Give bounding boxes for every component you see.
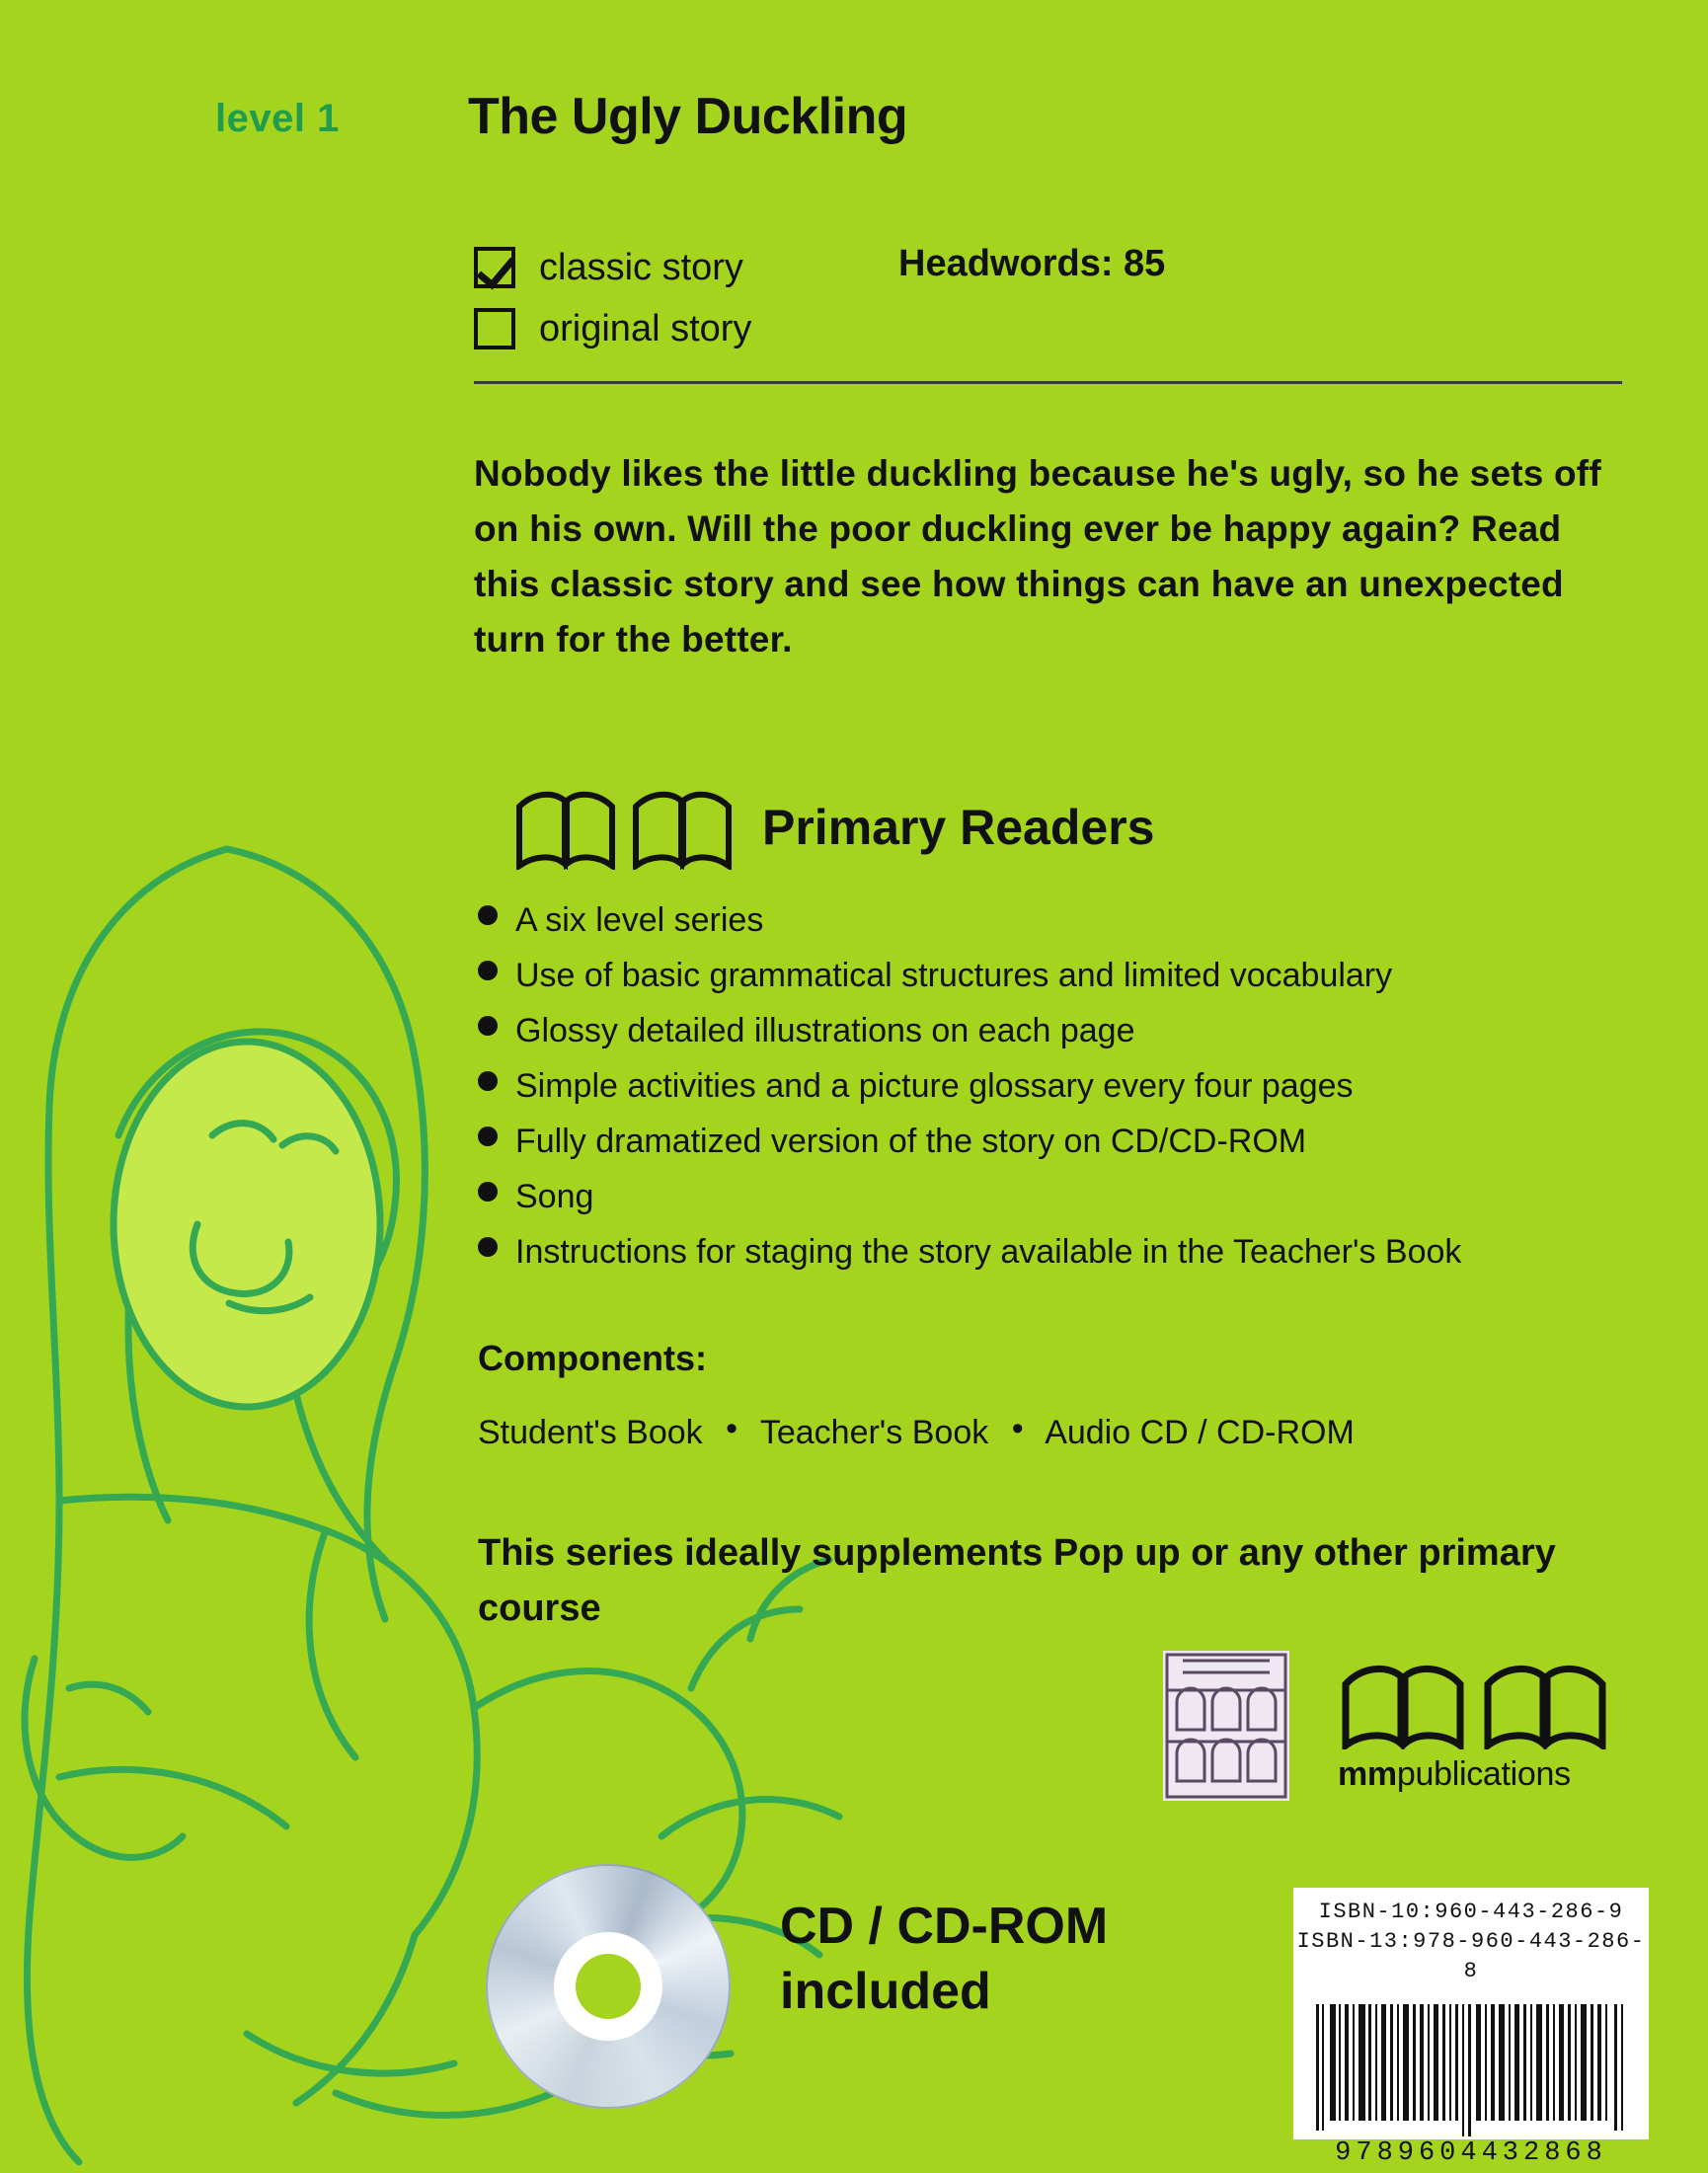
checkbox-empty-icon[interactable] [474, 308, 515, 349]
component-item: Student's Book [478, 1414, 703, 1451]
feature-text: Simple activities and a picture glossary every four pages [515, 1067, 1354, 1105]
barcode-icon [1308, 1998, 1634, 2136]
feature-text: Song [515, 1178, 594, 1215]
list-item [478, 1230, 1643, 1274]
list-item [478, 1175, 1643, 1218]
components-label: Components: [478, 1338, 707, 1378]
book-blurb: Nobody likes the little duckling because he's ugly, so he sets off on his own. Will the poor duckling ever be happy again? Read this classic story and see how things can have an unexpected turn for the better. [474, 453, 1601, 660]
story-type-original[interactable] [474, 298, 1639, 359]
story-type-group [474, 237, 1639, 359]
separator-dot-icon: • [1011, 1410, 1024, 1447]
list-item [478, 1120, 1643, 1163]
bullet-icon [478, 1237, 498, 1257]
feature-text: Instructions for staging the story available in the Teacher's Book [515, 1233, 1462, 1271]
isbn13-text: ISBN-13:978-960-443-286-8 [1296, 1929, 1646, 1983]
publisher-logo [1338, 1659, 1614, 1794]
publisher-name-rest: publications [1396, 1755, 1571, 1793]
ean-number: 9789604432868 [1335, 2138, 1607, 2168]
bullet-icon [478, 905, 498, 925]
story-type-label: classic story [539, 246, 743, 288]
checkbox-checked-icon[interactable] [474, 247, 515, 288]
separator-dot-icon: • [726, 1410, 738, 1447]
isbn10-text: ISBN-10:960-443-286-9 [1318, 1900, 1624, 1924]
feature-list [478, 898, 1643, 1285]
headwords-count: Headwords: 85 [898, 243, 1166, 284]
list-item [478, 1009, 1643, 1052]
page-title: The Ugly Duckling [468, 88, 908, 145]
publisher-name-bold: mm [1338, 1755, 1397, 1793]
divider [474, 381, 1622, 384]
component-item: Teacher's Book [759, 1414, 989, 1451]
publisher-building-icon [1163, 1651, 1289, 1801]
series-title: Primary Readers [762, 800, 1155, 855]
bullet-icon [478, 1182, 498, 1202]
level-label: level 1 [215, 97, 340, 140]
components-list [478, 1410, 1355, 1452]
component-item: Audio CD / CD-ROM [1045, 1414, 1355, 1451]
feature-text: A six level series [515, 901, 764, 939]
bullet-icon [478, 1071, 498, 1091]
mm-books-logo-icon [513, 785, 737, 870]
story-type-label: original story [539, 307, 752, 349]
list-item [478, 1064, 1643, 1108]
feature-text: Use of basic grammatical structures and limited vocabulary [515, 957, 1393, 994]
list-item [478, 954, 1643, 997]
isbn-barcode-block [1293, 1888, 1649, 2168]
cd-note-line1: CD / CD-ROM [780, 1898, 1109, 1955]
cd-included-note [780, 1894, 1108, 2024]
cd-disc-icon [486, 1864, 731, 2109]
series-tagline: This series ideally supplements Pop up or any other primary course [478, 1532, 1556, 1629]
list-item [478, 898, 1643, 942]
story-type-classic[interactable] [474, 237, 1639, 298]
feature-text: Glossy detailed illustrations on each page [515, 1012, 1135, 1049]
cd-note-line2: included [780, 1963, 991, 2020]
series-header [513, 785, 1154, 870]
bullet-icon [478, 1016, 498, 1036]
publisher-name [1338, 1755, 1614, 1794]
bullet-icon [478, 1126, 498, 1146]
feature-text: Fully dramatized version of the story on CD/CD-ROM [515, 1123, 1307, 1160]
mm-publications-mark-icon [1338, 1659, 1614, 1749]
bullet-icon [478, 961, 498, 980]
